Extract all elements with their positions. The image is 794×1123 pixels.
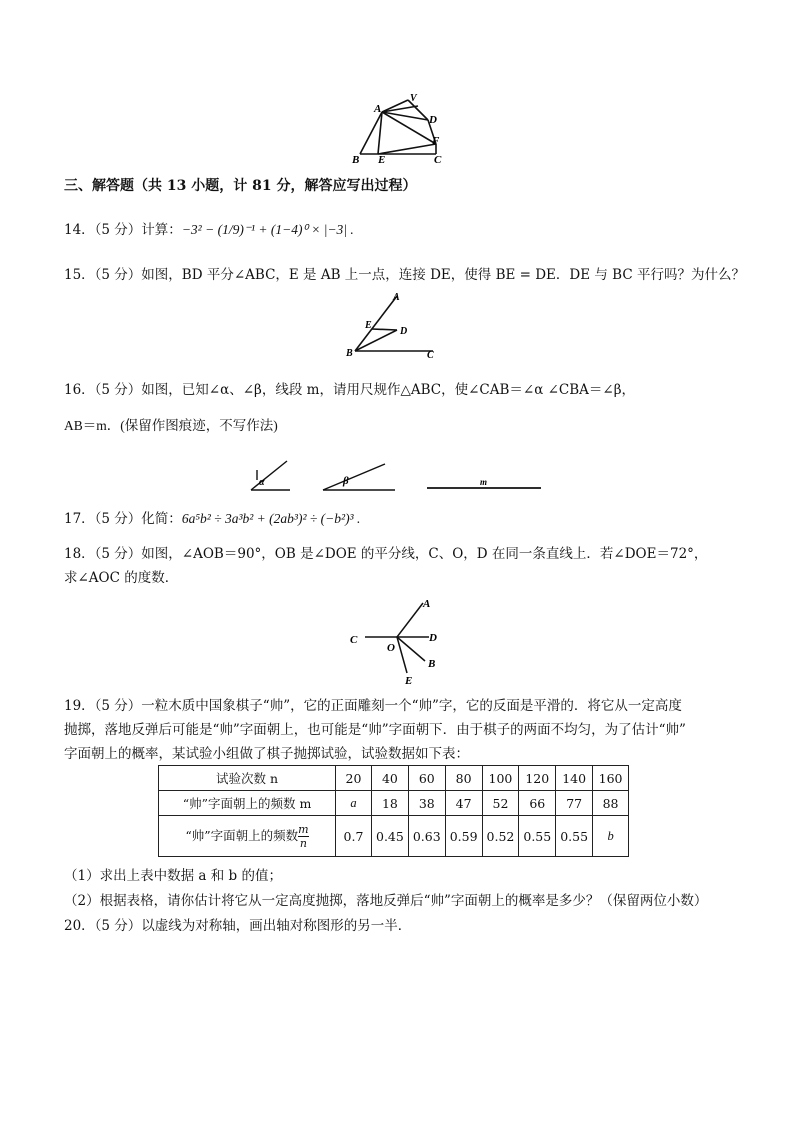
q14-prefix: 14．（5 分）计算： xyxy=(64,222,182,238)
table-cell: 160 xyxy=(593,766,629,791)
question-19-line2: 抛掷，落地反弹后可能是“帅”字面朝上，也可能是“帅”字面朝下．由于棋子的两面不均匀，为了估计“帅” xyxy=(64,722,686,738)
figure-quadrilateral xyxy=(350,92,450,164)
table-row xyxy=(159,816,629,857)
table-cell: 66 xyxy=(519,791,556,816)
table-cell: 88 xyxy=(593,791,629,816)
label-F: F xyxy=(432,135,440,147)
q17-prefix: 17．（5 分）化简： xyxy=(64,511,182,527)
table-cell: 60 xyxy=(408,766,445,791)
label-B: B xyxy=(352,154,360,164)
frac-num: m xyxy=(298,822,309,836)
q14-expression: −3² − (1/9)⁻¹ + (1−4)⁰ × |−3| . xyxy=(181,222,354,237)
question-20: 20．（5 分）以虚线为对称轴，画出轴对称图形的另一半． xyxy=(64,918,412,934)
question-16-line1: 16．（5 分）如图，已知∠α、∠β，线段 m，请用尺规作△ABC，使∠CAB＝∠α ∠CBA＝∠β， xyxy=(64,382,636,398)
label-O: O xyxy=(387,642,395,654)
label-A: A xyxy=(393,292,400,303)
table-cell: 0.55 xyxy=(519,816,556,857)
label-C: C xyxy=(350,634,358,646)
question-19-sub1: （1）求出上表中数据 a 和 b 的值； xyxy=(64,868,282,884)
question-19-line3: 字面朝上的概率，某试验小组做了棋子抛掷试验，试验数据如下表： xyxy=(64,746,469,762)
label-D: D xyxy=(400,326,408,337)
question-16-line2: AB＝m．(保留作图痕迹，不写作法) xyxy=(64,418,278,433)
label-A: A xyxy=(374,103,382,115)
table-cell: 18 xyxy=(372,791,409,816)
label-C: C xyxy=(434,154,442,164)
table-cell: 0.63 xyxy=(408,816,445,857)
table-row xyxy=(159,791,629,816)
label-D: D xyxy=(429,632,437,644)
table-cell: 0.59 xyxy=(445,816,482,857)
table-cell: 20 xyxy=(336,766,372,791)
fraction-m-over-n xyxy=(298,823,308,850)
experiment-table xyxy=(158,765,629,857)
table-cell: 140 xyxy=(556,766,593,791)
label-E: E xyxy=(365,320,372,331)
frac-den: n xyxy=(299,836,307,850)
question-15: 15．（5 分）如图，BD 平分∠ABC，E 是 AB 上一点，连接 DE，使得 BE = DE．DE 与 BC 平行吗？为什么？ xyxy=(64,267,745,283)
question-18-line1: 18．（5 分）如图，∠AOB＝90°，OB 是∠DOE 的平分线，C、O，D 在同一条直线上．若∠DOE＝72°， xyxy=(64,546,708,562)
label-V: V xyxy=(410,93,417,104)
label-C: C xyxy=(427,350,434,360)
table-cell: 47 xyxy=(445,791,482,816)
row-head-freq xyxy=(159,816,336,857)
figure-q18 xyxy=(345,593,455,685)
question-17 xyxy=(64,507,360,527)
table-cell: 120 xyxy=(519,766,556,791)
table-cell: b xyxy=(593,816,629,857)
table-cell: 0.45 xyxy=(372,816,409,857)
label-beta: β xyxy=(343,475,349,487)
table-cell: 0.7 xyxy=(336,816,372,857)
table-cell: 0.55 xyxy=(556,816,593,857)
table-row xyxy=(159,766,629,791)
question-19-sub2: （2）根据表格，请你估计将它从一定高度抛掷，落地反弹后“帅”字面朝上的概率是多少？（保留两位小数） xyxy=(64,893,708,909)
table-cell: a xyxy=(336,791,372,816)
label-m: m xyxy=(480,477,488,487)
label-E: E xyxy=(378,154,386,164)
label-A: A xyxy=(423,598,431,610)
question-14 xyxy=(64,218,354,238)
table-cell: 38 xyxy=(408,791,445,816)
row-head-freq-text: “帅”字面朝上的频数 xyxy=(185,827,299,843)
label-D: D xyxy=(429,114,437,126)
table-cell: 0.52 xyxy=(482,816,519,857)
label-B: B xyxy=(346,348,353,359)
question-19-line1: 19．（5 分）一粒木质中国象棋子“帅”，它的正面雕刻一个“帅”字，它的反面是平滑的．将它从一定高度 xyxy=(64,698,682,714)
figure-q16 xyxy=(235,458,555,498)
label-E: E xyxy=(405,675,413,685)
section-heading: 三、解答题（共 13 小题，计 81 分，解答应写出过程） xyxy=(64,178,417,194)
figure-q15 xyxy=(345,290,445,360)
question-18-line2: 求∠AOC 的度数． xyxy=(64,570,179,586)
row-head-m: “帅”字面朝上的频数 m xyxy=(159,791,336,816)
table-cell: 80 xyxy=(445,766,482,791)
q17-expression: 6a⁵b² ÷ 3a³b² + (2ab³)² ÷ (−b²)³ . xyxy=(181,511,361,526)
label-B: B xyxy=(428,658,436,670)
table-cell: 40 xyxy=(372,766,409,791)
table-cell: 77 xyxy=(556,791,593,816)
label-alpha: α xyxy=(259,477,265,488)
table-cell: 100 xyxy=(482,766,519,791)
row-head-n: 试验次数 n xyxy=(159,766,336,791)
table-cell: 52 xyxy=(482,791,519,816)
